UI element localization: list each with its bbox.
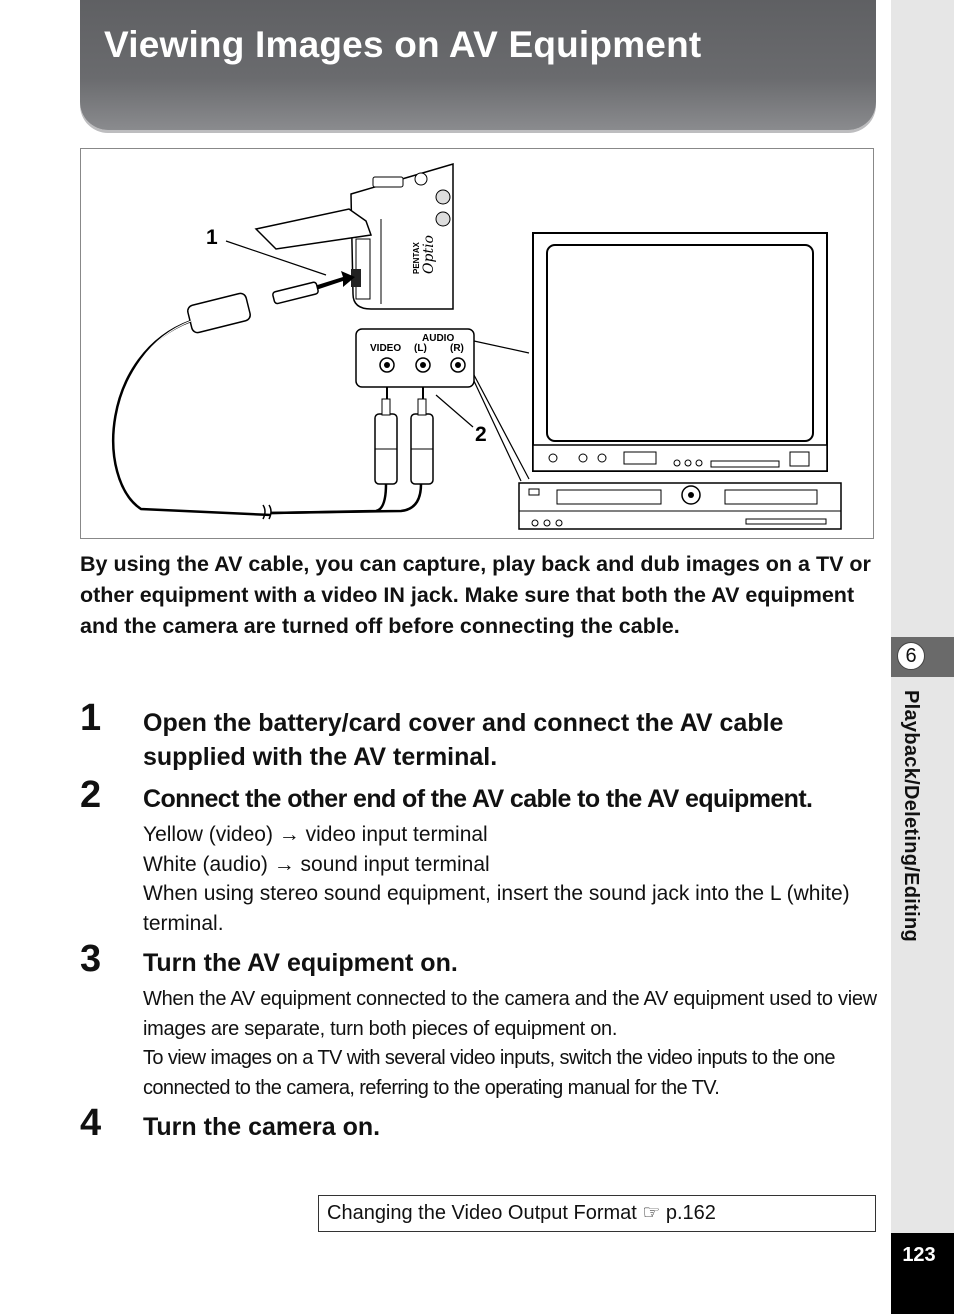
chapter-number: 6 <box>897 642 925 670</box>
step-4-heading: Turn the camera on. <box>143 1113 381 1141</box>
ferrite-core <box>187 292 252 334</box>
step-4-number: 4 <box>80 1102 102 1144</box>
step-2-heading: Connect the other end of the AV cable to the AV equipment. <box>143 785 813 813</box>
step-3-heading: Turn the AV equipment on. <box>143 949 458 977</box>
step-3-line-2: To view images on a TV with several video inputs, switch the video inputs to the one connected to the camera, referring to the operating manual for the TV. <box>143 1047 835 1099</box>
camera-model: Optio <box>421 235 437 274</box>
left-channel-label: (L) <box>414 343 427 354</box>
page-title: Viewing Images on AV Equipment <box>104 24 702 65</box>
step-3-number: 3 <box>80 938 102 980</box>
step-2-line-2: White (audio) → sound input terminal <box>143 853 490 876</box>
chapter-title: Playback/Deleting/Editing <box>900 690 922 943</box>
intro-paragraph: By using the AV cable, you can capture, play back and dub images on a TV or other equipment with a video IN jack. Make sure that both the AV equipment and the camera are turned off before connecting the cable. <box>80 552 871 638</box>
callout-1: 1 <box>206 226 218 249</box>
connection-diagram <box>80 148 874 539</box>
page-number: 123 <box>902 1244 936 1266</box>
step-2-line-1: Yellow (video) → video input terminal <box>143 823 488 846</box>
diagram-drawing <box>81 149 875 540</box>
tv-screen <box>547 245 813 441</box>
callout-2: 2 <box>475 423 487 446</box>
video-label: VIDEO <box>370 343 402 354</box>
step-3-line-1: When the AV equipment connected to the camera and the AV equipment used to view images are separate, turn both pieces of equipment on. <box>143 988 877 1040</box>
camera-brand: PENTAX <box>412 242 421 274</box>
reference-link[interactable]: Changing the Video Output Format ☞ p.162 <box>327 1202 716 1224</box>
camera-button <box>373 177 403 187</box>
audio-label: AUDIO <box>422 333 455 344</box>
step-2-number: 2 <box>80 774 102 816</box>
step-1-number: 1 <box>80 697 102 739</box>
step-2-line-3: When using stereo sound equipment, insert the sound jack into the L (white) terminal. <box>143 882 850 935</box>
right-channel-label: (R) <box>450 343 464 354</box>
step-1-heading: Open the battery/card cover and connect the AV cable supplied with the AV terminal. <box>143 709 784 771</box>
